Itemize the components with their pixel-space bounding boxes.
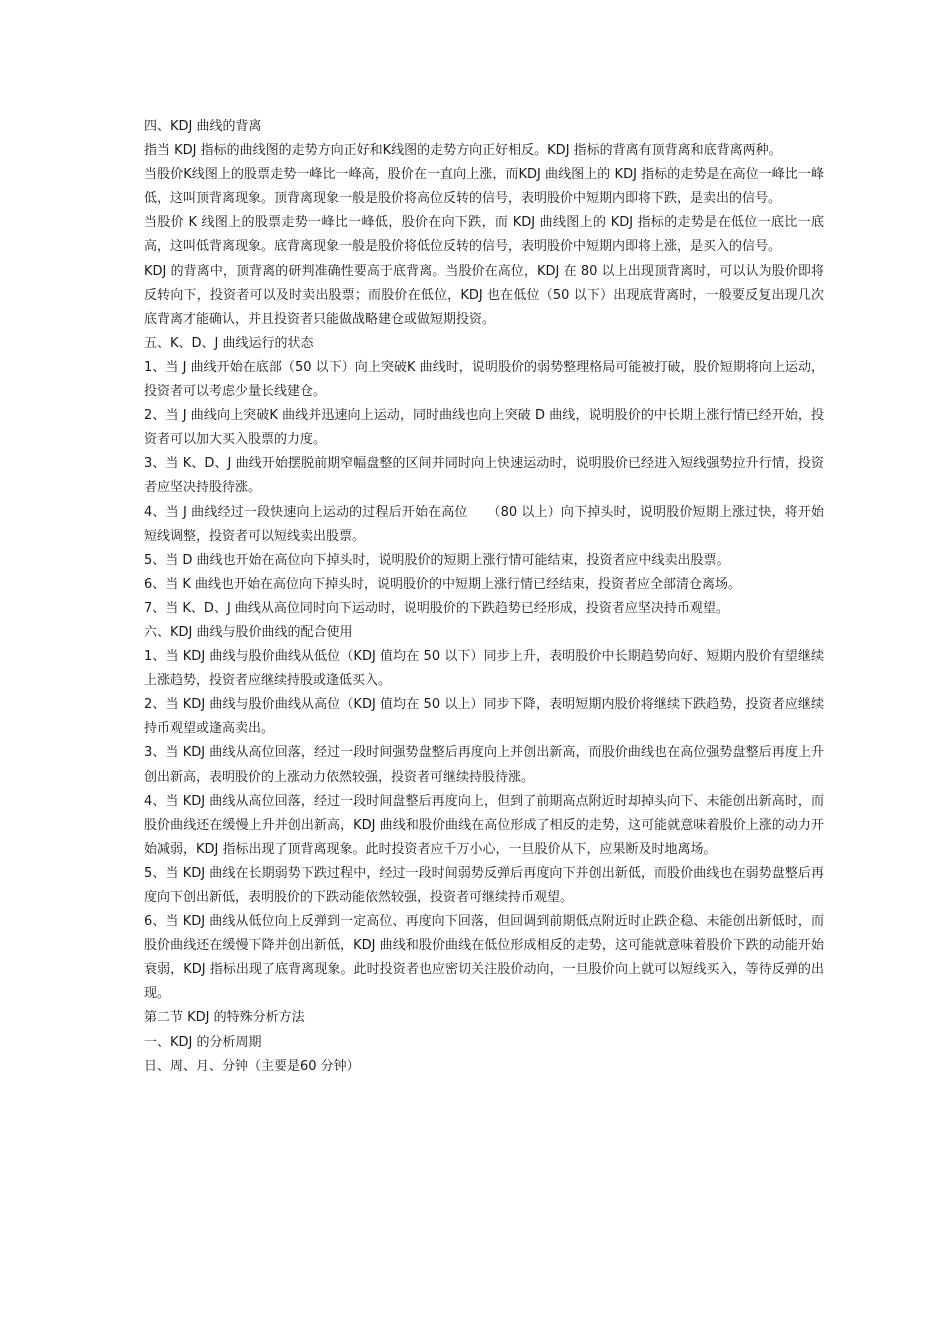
list-item-combined-2: 2、当 KDJ 曲线与股价曲线从高位（KDJ 值均在 50 以上）同步下降，表明短期内股价将继续下跌趋势，投资者应继续持币观望或逢高卖出。 xyxy=(144,697,824,737)
section-heading-analysis-period: 一、KDJ 的分析周期 xyxy=(144,1034,262,1050)
list-item-combined-4: 4、当 KDJ 曲线从高位回落，经过一段时间盘整后再度向上，但到了前期高点附近时却掉头向下、未能创出新高时，而股价曲线还在缓慢上升并创出新高，KDJ 曲线和股价曲线在高位形成了相反的走势，这可能就意味着股价上涨的动力开始减弱，KDJ 指标出现了顶背离现象。此时投资者应千万小心，一旦股价从下，应果断及时地离场。 xyxy=(144,793,824,857)
list-item-combined-3: 3、当 KDJ 曲线从高位回落，经过一段时间强势盘整后再度向上并创出新高，而股价曲线也在高位强势盘整后再度上升创出新高，表明股价的上涨动力依然较强，投资者可继续持股待涨。 xyxy=(144,745,824,785)
list-item-state-1: 1、当 J 曲线开始在底部（50 以下）向上突破K 曲线时，说明股价的弱势整理格局可能被打破，股价短期将向上运动，投资者可以考虑少量长线建仓。 xyxy=(144,359,824,400)
list-item-state-4: 4、当 J 曲线经过一段快速向上运动的过程后开始在高位 （80 以上）向下掉头时，说明股价短期上涨过快，将开始短线调整，投资者可以短线卖出股票。 xyxy=(144,504,824,544)
list-item-state-5: 5、当 D 曲线也开始在高位向下掉头时，说明股价的短期上涨行情可能结束，投资者应中线卖出股票。 xyxy=(144,552,730,568)
paragraph-analysis-periods: 日、周、月、分钟（主要是60 分钟） xyxy=(144,1058,360,1074)
list-item-state-6: 6、当 K 曲线也开始在高位向下掉头时，说明股价的中短期上涨行情已经结束，投资者应全部清仓离场。 xyxy=(144,576,742,592)
list-item-combined-5: 5、当 KDJ 曲线在长期弱势下跌过程中，经过一段时间弱势反弹后再度向下并创出新低，而股价曲线也在弱势盘整后再度向下创出新低，表明股价的下跌动能依然较强，投资者可继续持币观望。 xyxy=(144,865,824,905)
chapter-heading-special-methods: 第二节 KDJ 的特殊分析方法 xyxy=(144,1010,305,1026)
section-heading-combined-use: 六、KDJ 曲线与股价曲线的配合使用 xyxy=(144,624,353,640)
paragraph-bottom-divergence: 当股价 K 线图上的股票走势一峰比一峰低，股价在向下跌，而 KDJ 曲线图上的 KDJ 指标的走势是在低位一底比一底高，这叫低背离现象。底背离现象一般是股价将低位反转的信号，表明股价中短期内即将上涨，是买入的信号。 xyxy=(144,215,824,255)
list-item-combined-1: 1、当 KDJ 曲线与股价曲线从低位（KDJ 值均在 50 以下）同步上升，表明股价中长期趋势向好、短期内股价有望继续上涨趋势，投资者应继续持股或逢低买入。 xyxy=(144,649,824,689)
document-page xyxy=(144,115,824,1079)
list-item-state-2: 2、当 J 曲线向上突破K 曲线并迅速向上运动，同时曲线也向上突破 D 曲线，说明股价的中长期上涨行情已经开始，投资者可以加大买入股票的力度。 xyxy=(144,408,824,448)
paragraph-divergence-accuracy: KDJ 的背离中，顶背离的研判准确性要高于底背离。当股价在高位，KDJ 在 80 以上出现顶背离时，可以认为股价即将反转向下，投资者可以及时卖出股票；而股价在低位，KDJ 也在低位（50 以下）出现底背离时，一般要反复出现几次底背离才能确认，并且投资者只能做战略建仓或做短期投资。 xyxy=(144,263,824,327)
list-item-state-7: 7、当 K、D、J 曲线从高位同时向下运动时，说明股价的下跌趋势已经形成，投资者应坚决持币观望。 xyxy=(144,600,729,616)
list-item-state-3: 3、当 K、D、J 曲线开始摆脱前期窄幅盘整的区间并同时向上快速运动时，说明股价已经进入短线强势拉升行情，投资者应坚决持股待涨。 xyxy=(144,456,824,496)
list-item-combined-6: 6、当 KDJ 曲线从低位向上反弹到一定高位、再度向下回落，但回调到前期低点附近时止跌企稳、未能创出新低时，而股价曲线还在缓慢下降并创出新低，KDJ 曲线和股价曲线在低位形成相反的走势，这可能就意味着股价下跌的动能开始衰弱，KDJ 指标出现了底背离现象。此时投资者也应密切关注股价动向，一旦股价向上就可以短线买入，等待反弹的出现。 xyxy=(144,914,824,1002)
section-heading-divergence: 四、KDJ 曲线的背离 xyxy=(144,119,262,134)
paragraph-top-divergence: 当股价K线图上的股票走势一峰比一峰高，股价在一直向上涨，而KDJ 曲线图上的 KDJ 指标的走势是在高位一峰比一峰低，这叫顶背离现象。顶背离现象一般是股价将高位反转的信号，表明股价中短期内即将下跌，是卖出的信号。 xyxy=(144,167,824,207)
paragraph-divergence-definition: 指当 KDJ 指标的曲线图的走势方向正好和K线图的走势方向正好相反。KDJ 指标的背离有顶背离和底背离两种。 xyxy=(144,143,782,159)
section-heading-kdj-states: 五、K、D、J 曲线运行的状态 xyxy=(144,335,314,351)
